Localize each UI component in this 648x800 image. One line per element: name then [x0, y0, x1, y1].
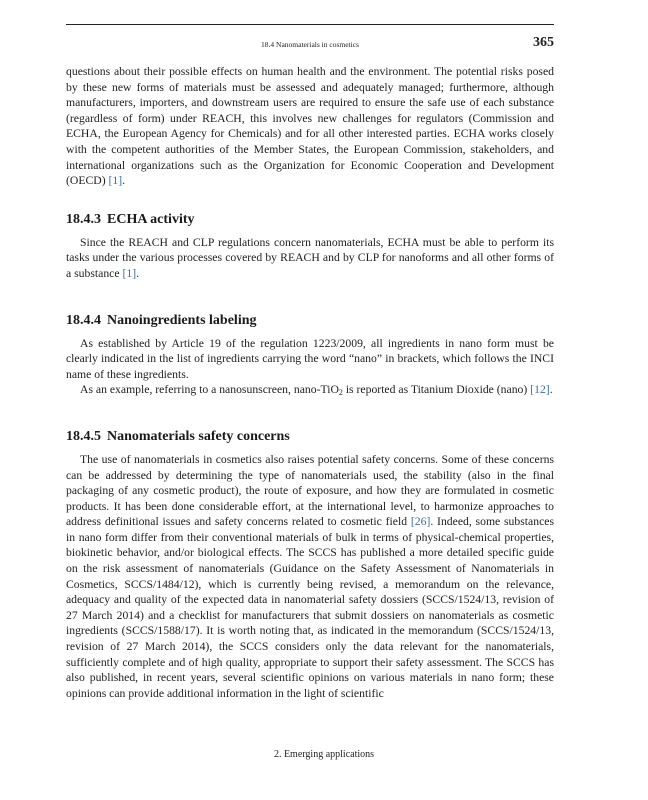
intro-text: questions about their possible effects on human health and the environment. The potential risks posed by these new forms of materials must be assessed and adequately managed; furthermore, although manufacturers, importers, and downstream users are required to ensure the safe use of each substance (regardless of form) under REACH, this involves new challenges for regulators (Commission and ECHA, the European Agency for Chemicals) and for all other interested parties. ECHA works closely with the competent authorities of the Member States, the European Commission, stakeholders, and international organizations such as the Organization for Economic Cooperation and Development (OECD)	[66, 65, 554, 188]
page-number: 365	[533, 35, 554, 50]
subscript: 2	[338, 388, 343, 398]
section-heading-18-4-5	[66, 428, 554, 446]
intro-end: .	[122, 174, 126, 188]
page-body	[66, 64, 554, 701]
echa-activity-paragraph	[66, 235, 554, 282]
page-header	[66, 24, 554, 50]
citation-link[interactable]: [26]	[410, 515, 431, 529]
intro-paragraph	[66, 64, 554, 189]
safety-concerns-paragraph	[66, 452, 554, 702]
section-title: Nanomaterials safety concerns	[107, 428, 290, 444]
paragraph-end: .	[136, 266, 140, 280]
citation-link[interactable]: [12]	[530, 383, 550, 397]
paragraph-text: . Indeed, some substances in nano form differ from their conventional materials of bulk in terms of physical-chemical properties, biokinetic behavior, and/or biological effects. The SCCS has published a more detailed specific guide on the risk assessment of nanomaterials (Guidance on the Safety Assessment of Nanomaterials in Cosmetics, SCCS/1484/12), which is currently being revised, a memorandum on the relevance, adequacy and quality of the expected data in nanomaterial safety dossiers (SCCS/1524/13, revision of 27 March 2014) and a checklist for manufacturers that submit dossiers on nanomaterials as cosmetic ingredients (SCCS/1588/17). It is worth noting that, as indicated in the memorandum (SCCS/1524/13, revision of 27 March 2014), the SCCS considers only the data relevant for the nanomaterials, sufficiently complete and of high quality, appropriate to support their safety assessment. The SCCS has also published, in recent years, several scientific opinions on various materials in nano form; these opinions can provide additional information in the light of scientific	[66, 515, 554, 700]
labeling-paragraph-2	[66, 382, 554, 398]
running-head: 18.4 Nanomaterials in cosmetics	[261, 40, 359, 49]
paragraph-text: The use of nanomaterials in cosmetics also raises potential safety concerns. Some of these concerns can be addressed by determining the type of nanomaterials used, the stability (also in the final packaging of any cosmetic product), the route of exposure, and how they are formulated in cosmetic products. It has been done considerable effort, at the international level, to harmonize approaches to address definitional issues and safety concerns related to cosmetic field	[66, 452, 554, 529]
section-number: 18.4.3	[66, 211, 101, 227]
section-number: 18.4.4	[66, 312, 101, 328]
labeling-paragraph-1: As established by Article 19 of the regulation 1223/2009, all ingredients in nano form must be clearly indicated in the list of ingredients carrying the word “nano” in brackets, which follows the INCI name of these ingredients.	[66, 336, 554, 381]
paragraph-text: As an example, referring to a nanosunscreen, nano-TiO	[80, 383, 339, 397]
citation-link[interactable]: [1]	[108, 174, 123, 188]
section-heading-18-4-3	[66, 211, 554, 229]
citation-link[interactable]: [1]	[122, 266, 137, 280]
section-title: Nanoingredients labeling	[107, 312, 257, 328]
page-footer: 2. Emerging applications	[273, 749, 375, 760]
section-number: 18.4.5	[66, 428, 101, 444]
section-title: ECHA activity	[107, 211, 195, 227]
paragraph-text: is reported as Titanium Dioxide (nano)	[342, 383, 531, 397]
section-heading-18-4-4	[66, 312, 554, 330]
paragraph-end: .	[549, 383, 553, 397]
paragraph-text: Since the REACH and CLP regulations concern nanomaterials, ECHA must be able to perform its tasks under the various processes covered by REACH and by CLP for nanoforms and all other forms of a substance	[66, 235, 554, 280]
